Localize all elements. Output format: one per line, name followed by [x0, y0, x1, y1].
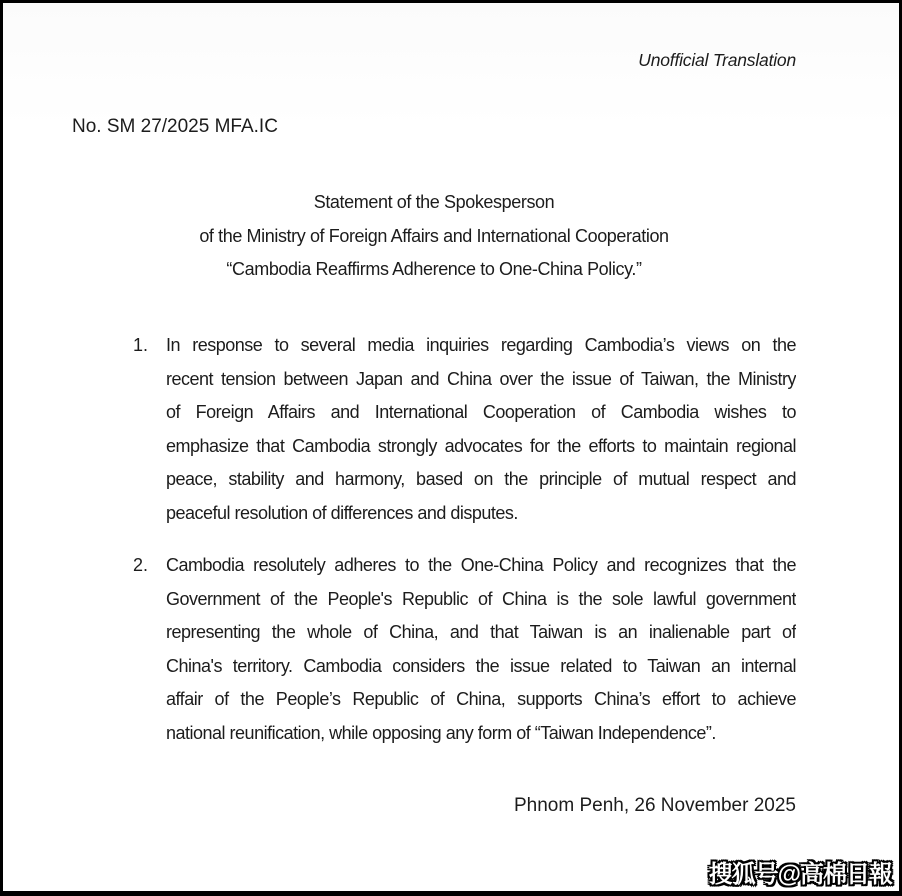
paragraph-1-line: of Foreign Affairs and International Cooperation of Cambodia wishes to	[166, 402, 796, 422]
reference-number: No. SM 27/2025 MFA.IC	[72, 116, 278, 137]
title-line-2: of the Ministry of Foreign Affairs and International Cooperation	[199, 225, 669, 246]
paragraph-1-line: peaceful resolution of differences and disputes.	[166, 502, 518, 523]
paragraph-1	[166, 329, 796, 530]
paragraph-2-line: representing the whole of China, and that Taiwan is an inalienable part of	[166, 622, 796, 642]
paragraph-2-line: Cambodia resolutely adheres to the One-China Policy and recognizes that the	[166, 555, 796, 575]
title-line-1: Statement of the Spokesperson	[313, 192, 555, 212]
paragraph-2-line: China's territory. Cambodia considers the issue related to Taiwan an internal	[166, 655, 796, 676]
paragraph-1-number: 1.	[133, 335, 149, 355]
document-title	[72, 186, 796, 287]
paragraph-2-number: 2.	[133, 555, 149, 575]
paragraph-2-line: national reunification, while opposing any form of “Taiwan Independence”.	[166, 722, 716, 743]
sohu-watermark: 搜狐号@高棉日報	[708, 861, 892, 888]
paragraph-1-line: recent tension between Japan and China over the issue of Taiwan, the Ministry	[166, 368, 796, 389]
title-line-3: “Cambodia Reaffirms Adherence to One-China Policy.”	[226, 259, 642, 279]
paragraph-1-line: peace, stability and harmony, based on the principle of mutual respect and	[166, 469, 796, 489]
unofficial-translation-note: Unofficial Translation	[638, 50, 796, 70]
paragraph-1-line: In response to several media inquiries regarding Cambodia’s views on the	[166, 335, 796, 355]
paragraph-2	[166, 549, 796, 750]
paragraph-2-line: affair of the People’s Republic of China, supports China’s effort to achieve	[166, 689, 796, 709]
dateline: Phnom Penh, 26 November 2025	[513, 795, 796, 816]
paragraph-1-line: emphasize that Cambodia strongly advocates for the efforts to maintain regional	[166, 435, 796, 456]
paragraph-2-line: Government of the People's Republic of China is the sole lawful government	[166, 588, 796, 609]
